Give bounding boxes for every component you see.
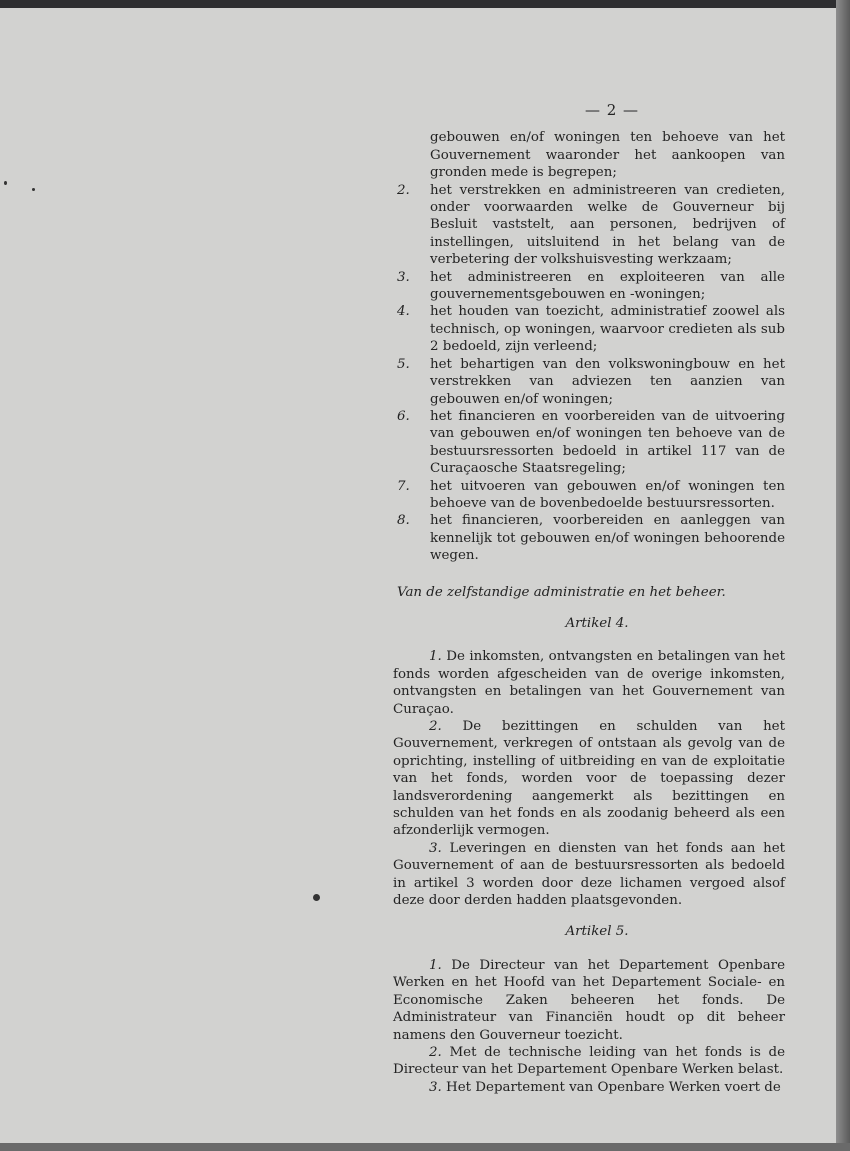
article-paragraph bbox=[389, 1044, 785, 1079]
paragraph-number: 2. bbox=[429, 719, 442, 734]
item-number: 5. bbox=[397, 356, 410, 372]
paragraph-number: 2. bbox=[429, 1044, 442, 1060]
article-paragraph bbox=[389, 840, 785, 910]
continued-item-text: gebouwen en/of woningen ten behoeve van het Gouvernement waaronder het aankoopen van gronden mede is begrepen; bbox=[430, 130, 785, 181]
item-text: het administreeren en exploiteeren van alle gouvernementsgebouwen en -woningen; bbox=[430, 269, 785, 303]
paragraph-text: Het Departement van Openbare Werken voert de bbox=[446, 1079, 781, 1095]
paragraph-number: 3. bbox=[429, 1079, 442, 1095]
list-item bbox=[389, 182, 785, 269]
item-number: 3. bbox=[397, 269, 410, 285]
numbered-list bbox=[389, 182, 785, 565]
item-text: het verstrekken en administreeren van credieten, onder voorwaarden welke de Gouverneur bij Besluit vaststelt, aan personen, bedrijven of instellingen, uitsluitend in het belang van de verbetering der volkshuisvesting werkzaam; bbox=[430, 182, 785, 268]
page-number: — 2 — bbox=[584, 101, 640, 119]
article-paragraph bbox=[389, 1079, 785, 1096]
article-paragraph bbox=[389, 648, 785, 718]
ink-dot bbox=[313, 894, 320, 901]
list-item bbox=[389, 356, 785, 408]
section-heading: Van de zelfstandige administratie en het beheer. bbox=[397, 584, 726, 600]
item-text: het houden van toezicht, administratief zoowel als technisch, op woningen, waarvoor credieten als sub 2 bedoeld, zijn verleend; bbox=[430, 304, 785, 355]
paragraph-text: De bezittingen en schulden van het Gouvernement, verkregen of ontstaan als gevolg van de oprichting, instelling of uitbreiding en van de exploitatie van het fonds, worden voor de toepassing dezer landsverordening aangemerkt als bezittingen en schulden van het fonds en als zoodanig beheerd als een afzonderlijk vermogen. bbox=[393, 719, 785, 839]
article-paragraph bbox=[389, 718, 785, 840]
item-number: 2. bbox=[397, 182, 410, 198]
item-text: het uitvoeren van gebouwen en/of woningen ten behoeve van de bovenbedoelde bestuursressorten. bbox=[430, 478, 785, 511]
article-title: Artikel 4. bbox=[565, 615, 629, 631]
item-text: het financieren, voorbereiden en aanleggen van kennelijk tot gebouwen en/of woningen behoorende wegen. bbox=[430, 513, 785, 564]
list-item bbox=[389, 303, 785, 355]
item-number: 6. bbox=[397, 408, 410, 424]
item-number: 4. bbox=[397, 304, 410, 320]
paragraph-text: De inkomsten, ontvangsten en betalingen van het fonds worden afgescheiden van de overige inkomsten, ontvangsten en betalingen van het Gouvernement van Curaçao. bbox=[393, 649, 785, 717]
paragraph-number: 1. bbox=[429, 649, 442, 665]
paragraph-text: Leveringen en diensten van het fonds aan het Gouvernement of aan de bestuursressorten als bedoeld in artikel 3 worden door deze lichamen vergoed alsof deze door derden hadden plaatsgevonden. bbox=[393, 840, 785, 909]
item-number: 7. bbox=[397, 478, 410, 494]
list-item bbox=[389, 269, 785, 304]
scan-bottom-edge bbox=[0, 1143, 850, 1151]
list-item bbox=[389, 512, 785, 564]
list-item bbox=[389, 408, 785, 478]
item-number: 8. bbox=[397, 513, 410, 529]
item-text: het behartigen van den volkswoningbouw en het verstrekken van adviezen ten aanzien van gebouwen en/of woningen; bbox=[430, 356, 785, 407]
text-column bbox=[389, 102, 785, 1096]
list-item bbox=[389, 478, 785, 513]
article-paragraph bbox=[389, 957, 785, 1044]
paragraph-text: De Directeur van het Departement Openbare Werken en het Hoofd van het Departement Sociale- en Economische Zaken beheeren het fonds. De Administrateur van Financiën houdt op dit beheer namens den Gouverneur toezicht. bbox=[393, 957, 786, 1043]
paragraph-number: 1. bbox=[429, 957, 442, 973]
punch-mark bbox=[32, 188, 35, 191]
paragraph-text: Met de technische leiding van het fonds is de Directeur van het Departement Openbare Werken belast. bbox=[393, 1044, 786, 1078]
item-text: het financieren en voorbereiden van de uitvoering van gebouwen en/of woningen ten behoeve van de bestuursressorten bedoeld in artikel 117 van de Curaçaosche Staatsregeling; bbox=[430, 408, 785, 477]
paragraph-number: 3. bbox=[429, 840, 442, 856]
scan-right-edge bbox=[836, 0, 850, 1151]
article-title: Artikel 5. bbox=[565, 924, 629, 940]
scan-top-edge bbox=[0, 0, 850, 8]
punch-mark bbox=[4, 181, 7, 185]
